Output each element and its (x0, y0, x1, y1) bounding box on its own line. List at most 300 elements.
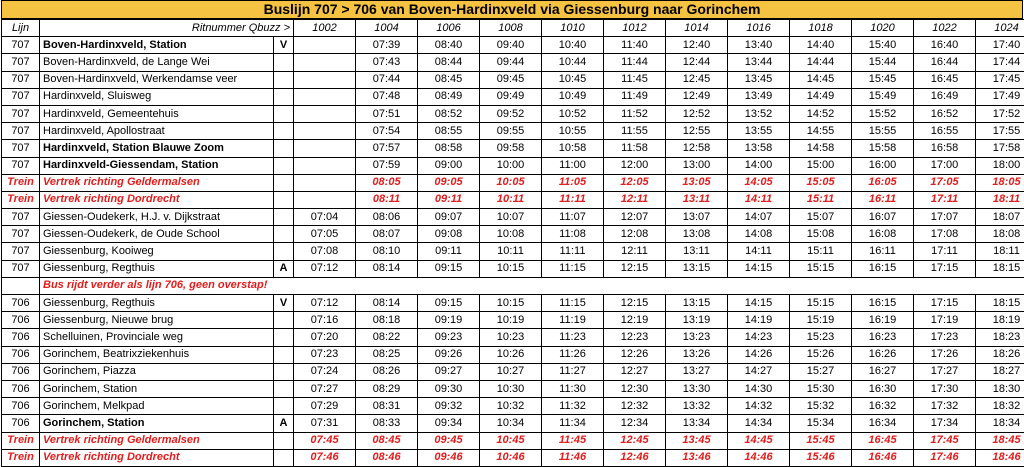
time-cell: 17:11 (914, 191, 976, 208)
time-cell: 17:32 (914, 398, 976, 415)
time-cell: 13:40 (728, 37, 790, 54)
time-cell: 12:45 (666, 71, 728, 88)
time-cell: 14:30 (728, 380, 790, 397)
line-cell: 707 (2, 140, 40, 157)
time-cell: 15:07 (790, 209, 852, 226)
train-row (2, 432, 1024, 449)
time-cell (294, 54, 356, 71)
time-cell: 13:55 (728, 123, 790, 140)
stop-row (2, 71, 1024, 88)
time-cell: 15:15 (790, 260, 852, 277)
time-cell: 13:58 (728, 140, 790, 157)
time-cell: 16:26 (852, 346, 914, 363)
time-cell: 16:32 (852, 398, 914, 415)
time-cell: 09:23 (418, 329, 480, 346)
time-cell: 18:45 (976, 432, 1024, 449)
time-cell: 10:15 (480, 295, 542, 312)
time-cell: 14:05 (728, 174, 790, 191)
time-cell: 16:45 (852, 432, 914, 449)
time-cell: 11:23 (542, 329, 604, 346)
time-cell: 07:59 (356, 157, 418, 174)
time-cell: 07:12 (294, 260, 356, 277)
line-cell: 706 (2, 346, 40, 363)
arrival-departure-mark (274, 157, 294, 174)
time-cell: 11:27 (542, 363, 604, 380)
time-cell: 18:19 (976, 312, 1024, 329)
time-cell: 09:15 (418, 295, 480, 312)
stop-row (2, 105, 1024, 122)
time-cell: 11:15 (542, 260, 604, 277)
time-cell: 08:05 (356, 174, 418, 191)
time-cell: 08:11 (356, 191, 418, 208)
time-cell: 07:16 (294, 312, 356, 329)
stop-name: Vertrek richting Dordrecht (40, 191, 274, 208)
stop-name: Gorinchem, Station (40, 380, 274, 397)
time-cell: 11:08 (542, 226, 604, 243)
time-cell: 15:08 (790, 226, 852, 243)
stop-row (2, 243, 1024, 260)
header-trip: 1020 (852, 20, 914, 37)
time-cell: 10:11 (480, 191, 542, 208)
time-cell: 15:40 (852, 37, 914, 54)
stop-row (2, 260, 1024, 277)
time-cell: 15:52 (852, 105, 914, 122)
time-cell: 10:23 (480, 329, 542, 346)
line-cell: 707 (2, 54, 40, 71)
time-cell: 12:15 (604, 295, 666, 312)
time-cell: 10:49 (542, 88, 604, 105)
header-trip: 1012 (604, 20, 666, 37)
time-cell: 11:11 (542, 191, 604, 208)
time-cell: 07:45 (294, 432, 356, 449)
time-cell: 11:26 (542, 346, 604, 363)
stop-row (2, 88, 1024, 105)
arrival-departure-mark (274, 226, 294, 243)
time-cell: 13:08 (666, 226, 728, 243)
time-cell: 12:40 (666, 37, 728, 54)
time-cell: 10:05 (480, 174, 542, 191)
time-cell: 09:07 (418, 209, 480, 226)
time-cell: 13:15 (666, 295, 728, 312)
stop-name: Giessen-Oudekerk, H.J. v. Dijkstraat (40, 209, 274, 226)
time-cell: 14:11 (728, 191, 790, 208)
time-cell: 09:45 (418, 432, 480, 449)
time-cell: 13:23 (666, 329, 728, 346)
time-cell: 15:11 (790, 191, 852, 208)
time-cell: 07:05 (294, 226, 356, 243)
time-cell: 17:52 (976, 105, 1024, 122)
time-cell: 07:54 (356, 123, 418, 140)
time-cell: 18:11 (976, 191, 1024, 208)
time-cell: 13:07 (666, 209, 728, 226)
time-cell: 08:10 (356, 243, 418, 260)
stop-name: Giessenburg, Regthuis (40, 295, 274, 312)
stop-name: Hardinxveld, Apollostraat (40, 123, 274, 140)
line-cell: 706 (2, 415, 40, 432)
line-cell: 707 (2, 157, 40, 174)
time-cell: 08:06 (356, 209, 418, 226)
time-cell: 16:15 (852, 295, 914, 312)
stop-row (2, 123, 1024, 140)
time-cell: 12:34 (604, 415, 666, 432)
time-cell: 08:14 (356, 295, 418, 312)
time-cell: 12:26 (604, 346, 666, 363)
header-trip: 1016 (728, 20, 790, 37)
time-cell: 08:31 (356, 398, 418, 415)
time-cell: 07:44 (356, 71, 418, 88)
time-cell: 15:55 (852, 123, 914, 140)
line-cell: 707 (2, 209, 40, 226)
arrival-departure-mark (274, 243, 294, 260)
time-cell: 15:46 (790, 449, 852, 466)
time-cell: 16:15 (852, 260, 914, 277)
time-cell: 16:40 (914, 37, 976, 54)
time-cell: 09:00 (418, 157, 480, 174)
time-cell: 17:27 (914, 363, 976, 380)
time-cell: 10:44 (542, 54, 604, 71)
time-cell: 07:43 (356, 54, 418, 71)
header-trip: 1006 (418, 20, 480, 37)
time-cell: 10:40 (542, 37, 604, 54)
time-cell: 08:29 (356, 380, 418, 397)
time-cell: 16:46 (852, 449, 914, 466)
line-cell: 707 (2, 226, 40, 243)
time-cell: 14:44 (790, 54, 852, 71)
time-cell: 12:07 (604, 209, 666, 226)
time-cell: 13:30 (666, 380, 728, 397)
time-cell: 16:27 (852, 363, 914, 380)
time-cell: 16:49 (914, 88, 976, 105)
timetable-table (1, 19, 1024, 467)
header-row (2, 20, 1024, 37)
time-cell: 07:57 (356, 140, 418, 157)
time-cell: 12:46 (604, 449, 666, 466)
time-cell: 15:32 (790, 398, 852, 415)
note-row (2, 277, 1024, 294)
time-cell: 07:04 (294, 209, 356, 226)
stop-row (2, 380, 1024, 397)
time-cell: 07:46 (294, 449, 356, 466)
time-cell: 14:07 (728, 209, 790, 226)
time-cell: 14:15 (728, 260, 790, 277)
time-cell: 14:58 (790, 140, 852, 157)
time-cell: 17:19 (914, 312, 976, 329)
train-row (2, 174, 1024, 191)
time-cell: 08:55 (418, 123, 480, 140)
stop-name: Hardinxveld, Station Blauwe Zoom (40, 140, 274, 157)
stop-name: Boven-Hardinxveld, Werkendamse veer (40, 71, 274, 88)
time-cell: 11:40 (604, 37, 666, 54)
line-cell: 706 (2, 312, 40, 329)
arrival-departure-mark (274, 346, 294, 363)
time-cell: 12:11 (604, 243, 666, 260)
train-row (2, 449, 1024, 466)
time-cell: 07:39 (356, 37, 418, 54)
time-cell: 14:27 (728, 363, 790, 380)
time-cell: 18:32 (976, 398, 1024, 415)
time-cell: 16:19 (852, 312, 914, 329)
line-cell: Trein (2, 191, 40, 208)
stop-name: Hardinxveld, Sluisweg (40, 88, 274, 105)
time-cell: 08:45 (418, 71, 480, 88)
time-cell: 08:26 (356, 363, 418, 380)
line-cell: Trein (2, 449, 40, 466)
stop-row (2, 415, 1024, 432)
time-cell: 12:44 (666, 54, 728, 71)
time-cell: 11:46 (542, 449, 604, 466)
arrival-departure-mark (274, 209, 294, 226)
time-cell: 10:15 (480, 260, 542, 277)
time-cell (294, 123, 356, 140)
arrival-departure-mark: A (274, 260, 294, 277)
time-cell: 08:33 (356, 415, 418, 432)
time-cell: 12:27 (604, 363, 666, 380)
time-cell: 17:00 (914, 157, 976, 174)
time-cell: 15:27 (790, 363, 852, 380)
line-cell: 706 (2, 295, 40, 312)
stop-row (2, 54, 1024, 71)
time-cell: 11:34 (542, 415, 604, 432)
time-cell: 11:55 (604, 123, 666, 140)
stop-name: Boven-Hardinxveld, Station (40, 37, 274, 54)
time-cell: 17:23 (914, 329, 976, 346)
time-cell: 12:49 (666, 88, 728, 105)
time-cell: 14:26 (728, 346, 790, 363)
time-cell: 18:11 (976, 243, 1024, 260)
header-trip: 1024 (976, 20, 1024, 37)
time-cell: 07:51 (356, 105, 418, 122)
time-cell: 09:19 (418, 312, 480, 329)
time-cell: 11:30 (542, 380, 604, 397)
time-cell: 16:05 (852, 174, 914, 191)
line-cell: 706 (2, 329, 40, 346)
time-cell: 18:46 (976, 449, 1024, 466)
header-trip: 1004 (356, 20, 418, 37)
stop-name: Boven-Hardinxveld, de Lange Wei (40, 54, 274, 71)
time-cell: 12:30 (604, 380, 666, 397)
line-cell: Trein (2, 432, 40, 449)
arrival-departure-mark (274, 105, 294, 122)
time-cell: 14:45 (728, 432, 790, 449)
time-cell: 09:44 (480, 54, 542, 71)
time-cell: 13:52 (728, 105, 790, 122)
time-cell: 08:18 (356, 312, 418, 329)
time-cell: 12:52 (666, 105, 728, 122)
stop-row (2, 209, 1024, 226)
time-cell: 18:00 (976, 157, 1024, 174)
time-cell: 09:11 (418, 243, 480, 260)
time-cell: 10:11 (480, 243, 542, 260)
time-cell: 18:07 (976, 209, 1024, 226)
time-cell: 15:44 (852, 54, 914, 71)
time-cell: 07:12 (294, 295, 356, 312)
time-cell: 12:15 (604, 260, 666, 277)
stop-name: Gorinchem, Beatrixziekenhuis (40, 346, 274, 363)
time-cell: 09:27 (418, 363, 480, 380)
time-cell: 11:11 (542, 243, 604, 260)
time-cell: 08:46 (356, 449, 418, 466)
time-cell: 07:08 (294, 243, 356, 260)
time-cell: 09:15 (418, 260, 480, 277)
page-title: Buslijn 707 > 706 van Boven-Hardinxveld via Giessenburg naar Gorinchem (1, 0, 1023, 19)
time-cell: 08:52 (418, 105, 480, 122)
time-cell: 14:52 (790, 105, 852, 122)
stop-name: Vertrek richting Dordrecht (40, 449, 274, 466)
time-cell (294, 157, 356, 174)
time-cell: 15:00 (790, 157, 852, 174)
stop-name: Schelluinen, Provinciale weg (40, 329, 274, 346)
time-cell: 11:07 (542, 209, 604, 226)
time-cell: 14:46 (728, 449, 790, 466)
time-cell: 16:45 (914, 71, 976, 88)
time-cell: 07:31 (294, 415, 356, 432)
time-cell: 17:40 (976, 37, 1024, 54)
time-cell: 13:11 (666, 243, 728, 260)
time-cell: 10:45 (480, 432, 542, 449)
time-cell: 10:08 (480, 226, 542, 243)
time-cell: 10:55 (542, 123, 604, 140)
time-cell: 18:34 (976, 415, 1024, 432)
time-cell: 13:44 (728, 54, 790, 71)
arrival-departure-mark (274, 54, 294, 71)
time-cell: 09:05 (418, 174, 480, 191)
time-cell: 13:26 (666, 346, 728, 363)
time-cell: 17:45 (914, 432, 976, 449)
stop-row (2, 398, 1024, 415)
time-cell: 18:15 (976, 260, 1024, 277)
line-cell: 707 (2, 243, 40, 260)
time-cell: 11:05 (542, 174, 604, 191)
line-cell: 707 (2, 37, 40, 54)
header-line: Lijn (2, 20, 40, 37)
time-cell: 07:48 (356, 88, 418, 105)
time-cell (294, 191, 356, 208)
time-cell: 16:44 (914, 54, 976, 71)
time-cell: 12:05 (604, 174, 666, 191)
arrival-departure-mark (274, 140, 294, 157)
time-cell: 14:34 (728, 415, 790, 432)
stop-name: Gorinchem, Melkpad (40, 398, 274, 415)
time-cell: 14:11 (728, 243, 790, 260)
time-cell: 11:58 (604, 140, 666, 157)
note-text: Bus rijdt verder als lijn 706, geen overstap! (40, 277, 1024, 294)
time-cell: 16:11 (852, 243, 914, 260)
time-cell: 10:26 (480, 346, 542, 363)
time-cell: 11:44 (604, 54, 666, 71)
time-cell: 08:14 (356, 260, 418, 277)
line-cell: 707 (2, 71, 40, 88)
stop-name: Giessen-Oudekerk, de Oude School (40, 226, 274, 243)
stop-name: Vertrek richting Geldermalsen (40, 432, 274, 449)
time-cell: 16:07 (852, 209, 914, 226)
stop-name: Giessenburg, Kooiweg (40, 243, 274, 260)
time-cell: 12:00 (604, 157, 666, 174)
time-cell: 13:00 (666, 157, 728, 174)
time-cell: 15:23 (790, 329, 852, 346)
time-cell: 09:08 (418, 226, 480, 243)
stop-row (2, 363, 1024, 380)
stop-row (2, 295, 1024, 312)
line-cell: 707 (2, 123, 40, 140)
time-cell: 16:34 (852, 415, 914, 432)
header-trip: 1010 (542, 20, 604, 37)
time-cell: 15:05 (790, 174, 852, 191)
time-cell: 10:58 (542, 140, 604, 157)
time-cell: 13:45 (728, 71, 790, 88)
stop-row (2, 37, 1024, 54)
time-cell: 18:23 (976, 329, 1024, 346)
time-cell: 11:15 (542, 295, 604, 312)
time-cell: 08:07 (356, 226, 418, 243)
time-cell: 10:07 (480, 209, 542, 226)
time-cell: 17:45 (976, 71, 1024, 88)
time-cell (294, 105, 356, 122)
time-cell: 15:11 (790, 243, 852, 260)
time-cell (294, 71, 356, 88)
arrival-departure-mark (274, 432, 294, 449)
time-cell: 15:34 (790, 415, 852, 432)
timetable-body (2, 20, 1024, 467)
time-cell: 16:08 (852, 226, 914, 243)
time-cell: 09:45 (480, 71, 542, 88)
time-cell: 16:58 (914, 140, 976, 157)
stop-name: Hardinxveld, Gemeentehuis (40, 105, 274, 122)
time-cell: 09:26 (418, 346, 480, 363)
time-cell: 16:00 (852, 157, 914, 174)
time-cell: 13:15 (666, 260, 728, 277)
time-cell: 15:45 (790, 432, 852, 449)
time-cell: 11:45 (604, 71, 666, 88)
arrival-departure-mark (274, 191, 294, 208)
header-trip: 1014 (666, 20, 728, 37)
time-cell: 17:15 (914, 295, 976, 312)
time-cell: 09:34 (418, 415, 480, 432)
line-cell (2, 277, 40, 294)
time-cell: 09:46 (418, 449, 480, 466)
time-cell: 12:19 (604, 312, 666, 329)
time-cell: 12:23 (604, 329, 666, 346)
time-cell: 13:27 (666, 363, 728, 380)
line-cell: 707 (2, 105, 40, 122)
time-cell: 17:46 (914, 449, 976, 466)
time-cell: 11:32 (542, 398, 604, 415)
time-cell: 16:52 (914, 105, 976, 122)
time-cell: 09:49 (480, 88, 542, 105)
time-cell: 17:55 (976, 123, 1024, 140)
arrival-departure-mark (274, 363, 294, 380)
time-cell: 09:52 (480, 105, 542, 122)
time-cell: 12:58 (666, 140, 728, 157)
time-cell: 11:45 (542, 432, 604, 449)
time-cell: 17:26 (914, 346, 976, 363)
time-cell: 07:20 (294, 329, 356, 346)
time-cell: 13:11 (666, 191, 728, 208)
line-cell: 706 (2, 363, 40, 380)
time-cell: 17:15 (914, 260, 976, 277)
time-cell: 10:34 (480, 415, 542, 432)
time-cell: 12:45 (604, 432, 666, 449)
time-cell: 08:40 (418, 37, 480, 54)
time-cell: 13:49 (728, 88, 790, 105)
time-cell: 18:05 (976, 174, 1024, 191)
time-cell: 08:25 (356, 346, 418, 363)
time-cell: 09:58 (480, 140, 542, 157)
time-cell: 14:19 (728, 312, 790, 329)
time-cell: 08:22 (356, 329, 418, 346)
time-cell: 17:07 (914, 209, 976, 226)
time-cell: 10:00 (480, 157, 542, 174)
time-cell: 16:30 (852, 380, 914, 397)
